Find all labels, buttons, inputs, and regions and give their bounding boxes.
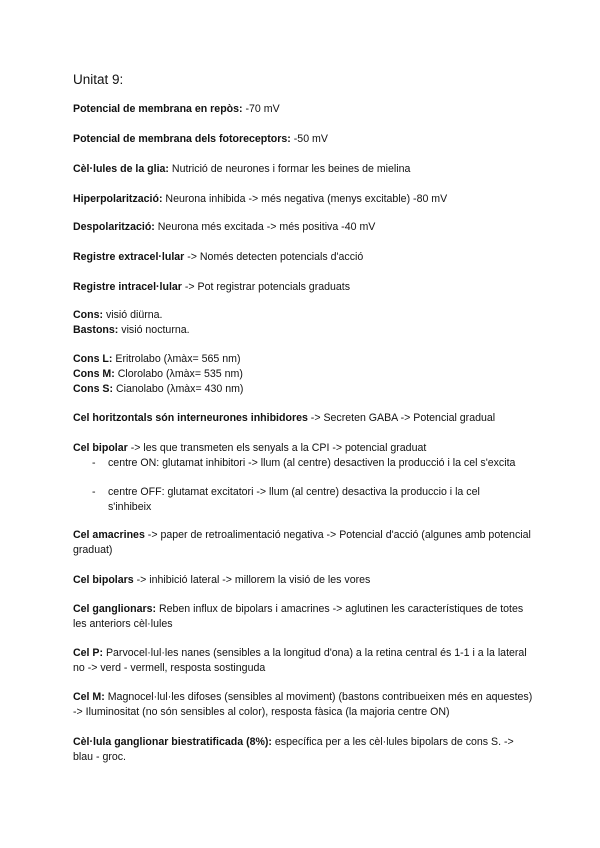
term: Cèl·lules de la glia:	[73, 163, 169, 175]
entry-cons	[73, 308, 533, 323]
bullet-dash: -	[92, 486, 96, 498]
term: Cel ganglionars:	[73, 603, 156, 615]
term: Hiperpolarització:	[73, 193, 163, 205]
definition: Clorolabo (λmàx= 535 nm)	[114, 368, 243, 380]
definition: -50 mV	[290, 133, 328, 145]
term: Bastons:	[73, 324, 119, 336]
entry-cel-p	[73, 646, 533, 676]
term: Cons S:	[73, 383, 114, 395]
bullet-centre-on	[92, 456, 522, 471]
definition: Neurona més excitada -> més positiva -40 mV	[154, 221, 376, 233]
entry-potencial-fotoreceptors	[73, 132, 533, 147]
entry-cons-l	[73, 352, 533, 367]
term: Despolarització:	[73, 221, 155, 233]
term: Cons:	[73, 309, 104, 321]
bullet-text: centre ON: glutamat inhibitori -> llum (al centre) desactiven la producció i la cel s'excita	[108, 457, 516, 469]
term: Registre intracel·lular	[73, 281, 182, 293]
definition: -> Pot registrar potencials graduats	[181, 281, 351, 293]
definition: Parvocel·lul·les nanes (sensibles a la longitud d'ona) a la retina central és 1-1 i a la lateral no -> verd - vermell, resposta sostinguda	[73, 647, 527, 674]
definition: Reben influx de bipolars i amacrines -> aglutinen les característiques de totes les anteriors cèl·lules	[73, 603, 524, 630]
entry-cel-m	[73, 690, 533, 720]
definition: -> inhibició lateral -> millorem la visió de les vores	[133, 574, 371, 586]
page-title: Unitat 9:	[73, 72, 124, 87]
definition: visió diürna.	[103, 309, 163, 321]
bullet-text: centre OFF: glutamat excitatori -> llum (al centre) desactiva la produccio i la cel s'inhibeix	[108, 486, 480, 513]
entry-bipolar	[73, 441, 533, 456]
entry-registre-extracellular	[73, 250, 533, 265]
entry-potencial-repos	[73, 102, 533, 117]
term: Cel amacrines	[73, 529, 145, 541]
term: Cel horitzontals són interneurones inhibidores	[73, 412, 308, 424]
term: Cel bipolar	[73, 442, 128, 454]
definition: específica per a les cèl·lules bipolars de cons S. -> blau - groc.	[73, 736, 514, 763]
definition: -> Secreten GABA -> Potencial gradual	[307, 412, 496, 424]
entry-cons-m	[73, 367, 533, 382]
term: Registre extracel·lular	[73, 251, 185, 263]
entry-horitzontals	[73, 411, 533, 426]
term: Cèl·lula ganglionar biestratificada (8%):	[73, 736, 272, 748]
entry-bipolars	[73, 573, 533, 588]
term: Cel P:	[73, 647, 104, 659]
entry-biestratificada	[73, 735, 533, 765]
entry-despolaritzacio	[73, 220, 533, 235]
term: Potencial de membrana dels fotoreceptors:	[73, 133, 291, 145]
term: Cel bipolars	[73, 574, 134, 586]
entry-hiperpolaritzacio	[73, 192, 533, 207]
bullet-centre-off	[92, 485, 522, 515]
bullet-dash: -	[92, 457, 96, 469]
definition: Eritrolabo (λmàx= 565 nm)	[112, 353, 241, 365]
term: Cons L:	[73, 353, 113, 365]
entry-glia	[73, 162, 533, 177]
entry-registre-intracellular	[73, 280, 533, 295]
term: Cel M:	[73, 691, 105, 703]
entry-bastons	[73, 323, 533, 338]
definition: Cianolabo (λmàx= 430 nm)	[113, 383, 244, 395]
definition: Nutrició de neurones i formar les beines de mielina	[168, 163, 411, 175]
definition: visió nocturna.	[118, 324, 190, 336]
definition: -> les que transmeten els senyals a la CPI -> potencial graduat	[127, 442, 427, 454]
definition: -70 mV	[242, 103, 280, 115]
entry-cons-s	[73, 382, 533, 397]
term: Potencial de membrana en repòs:	[73, 103, 243, 115]
definition: Magnocel·lul·les difoses (sensibles al moviment) (bastons contribueixen més en aquestes) -> Iluminositat (no són sensibles al color), resposta fàsica (la majoria centre ON)	[73, 691, 533, 718]
definition: -> paper de retroalimentació negativa -> Potencial d'acció (algunes amb potencial graduat)	[73, 529, 531, 556]
entry-amacrines	[73, 528, 533, 558]
term: Cons M:	[73, 368, 115, 380]
definition: -> Només detecten potencials d'acció	[184, 251, 364, 263]
entry-ganglionars	[73, 602, 533, 632]
definition: Neurona inhibida -> més negativa (menys excitable) -80 mV	[162, 193, 448, 205]
